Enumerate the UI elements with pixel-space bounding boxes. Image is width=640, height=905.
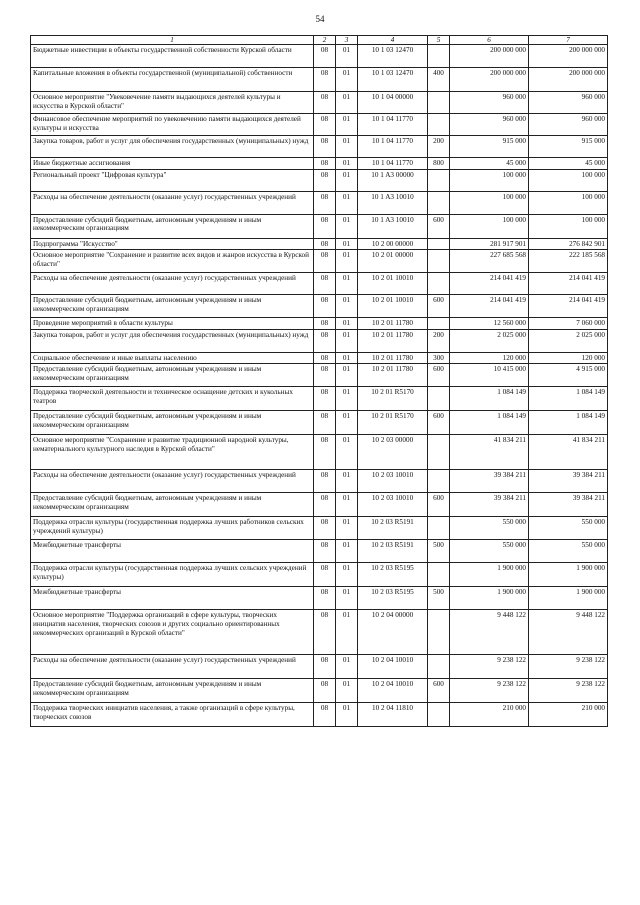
table-row	[31, 387, 608, 411]
column-number: 7	[529, 36, 608, 45]
expense-type-code	[428, 387, 450, 411]
amount-year-1: 100 000	[450, 191, 529, 214]
amount-year-1: 214 041 419	[450, 273, 529, 295]
amount-year-2: 915 000	[529, 136, 608, 158]
item-name: Основное мероприятие "Сохранение и развитие традиционной народной культуры, нематериального культурного наследия в Курской области"	[31, 435, 314, 470]
amount-year-2: 200 000 000	[529, 45, 608, 68]
column-number: 1	[31, 36, 314, 45]
subsection-code: 01	[336, 493, 358, 517]
expense-type-code: 600	[428, 295, 450, 318]
amount-year-2: 222 185 568	[529, 250, 608, 273]
item-name: Основное мероприятие "Сохранение и развитие всех видов и жанров искусства в Курской области"	[31, 250, 314, 273]
amount-year-2: 214 041 419	[529, 295, 608, 318]
expense-type-code	[428, 114, 450, 136]
amount-year-2: 200 000 000	[529, 68, 608, 92]
amount-year-2: 550 000	[529, 540, 608, 563]
target-article-code: 10 1 03 12470	[358, 45, 428, 68]
item-name: Предоставление субсидий бюджетным, автономным учреждениям и иным некоммерческим организациям	[31, 364, 314, 387]
subsection-code: 01	[336, 92, 358, 114]
section-code: 08	[314, 470, 336, 493]
subsection-code: 01	[336, 610, 358, 655]
section-code: 08	[314, 214, 336, 238]
section-code: 08	[314, 610, 336, 655]
item-name: Расходы на обеспечение деятельности (оказание услуг) государственных учреждений	[31, 191, 314, 214]
table-row	[31, 655, 608, 679]
expense-type-code: 500	[428, 540, 450, 563]
expense-type-code: 400	[428, 68, 450, 92]
amount-year-1: 915 000	[450, 136, 529, 158]
subsection-code: 01	[336, 214, 358, 238]
amount-year-1: 9 238 122	[450, 655, 529, 679]
subsection-code: 01	[336, 655, 358, 679]
section-code: 08	[314, 114, 336, 136]
expense-type-code	[428, 563, 450, 587]
table-row	[31, 352, 608, 364]
table-row	[31, 470, 608, 493]
item-name: Предоставление субсидий бюджетным, автономным учреждениям и иным некоммерческим организациям	[31, 214, 314, 238]
item-name: Межбюджетные трансферты	[31, 540, 314, 563]
section-code: 08	[314, 387, 336, 411]
table-row	[31, 587, 608, 610]
target-article-code: 10 2 03 10010	[358, 493, 428, 517]
amount-year-2: 120 000	[529, 352, 608, 364]
expense-type-code: 600	[428, 493, 450, 517]
section-code: 08	[314, 158, 336, 170]
amount-year-2: 7 060 000	[529, 318, 608, 330]
section-code: 08	[314, 136, 336, 158]
section-code: 08	[314, 411, 336, 435]
amount-year-1: 200 000 000	[450, 68, 529, 92]
subsection-code: 01	[336, 191, 358, 214]
table-row	[31, 329, 608, 352]
item-name: Поддержка отрасли культуры (государственная поддержка лучших работников сельских учреждений культуры)	[31, 517, 314, 540]
subsection-code: 01	[336, 470, 358, 493]
table-row	[31, 92, 608, 114]
expense-type-code	[428, 191, 450, 214]
subsection-code: 01	[336, 679, 358, 703]
item-name: Подпрограмма "Искусство"	[31, 238, 314, 250]
item-name: Социальное обеспечение и иные выплаты населению	[31, 352, 314, 364]
target-article-code: 10 2 04 10010	[358, 655, 428, 679]
target-article-code: 10 2 01 R5170	[358, 387, 428, 411]
amount-year-2: 210 000	[529, 703, 608, 727]
target-article-code: 10 2 01 10010	[358, 295, 428, 318]
item-name: Поддержка творческих инициатив населения, а также организаций в сфере культуры, творческих союзов	[31, 703, 314, 727]
subsection-code: 01	[336, 169, 358, 191]
subsection-code: 01	[336, 295, 358, 318]
amount-year-1: 12 560 000	[450, 318, 529, 330]
table-row	[31, 158, 608, 170]
amount-year-2: 9 238 122	[529, 655, 608, 679]
subsection-code: 01	[336, 411, 358, 435]
item-name: Расходы на обеспечение деятельности (оказание услуг) государственных учреждений	[31, 655, 314, 679]
target-article-code: 10 2 01 11780	[358, 318, 428, 330]
expense-type-code	[428, 703, 450, 727]
amount-year-2: 39 384 211	[529, 470, 608, 493]
section-code: 08	[314, 45, 336, 68]
subsection-code: 01	[336, 352, 358, 364]
column-number-row	[31, 36, 608, 45]
item-name: Расходы на обеспечение деятельности (оказание услуг) государственных учреждений	[31, 273, 314, 295]
amount-year-1: 550 000	[450, 517, 529, 540]
target-article-code: 10 2 03 00000	[358, 435, 428, 470]
subsection-code: 01	[336, 364, 358, 387]
item-name: Предоставление субсидий бюджетным, автономным учреждениям и иным некоммерческим организациям	[31, 679, 314, 703]
amount-year-1: 39 384 211	[450, 470, 529, 493]
target-article-code: 10 2 01 00000	[358, 250, 428, 273]
target-article-code: 10 2 04 10010	[358, 679, 428, 703]
target-article-code: 10 1 A3 00000	[358, 169, 428, 191]
subsection-code: 01	[336, 238, 358, 250]
amount-year-2: 100 000	[529, 191, 608, 214]
amount-year-1: 1 084 149	[450, 387, 529, 411]
section-code: 08	[314, 587, 336, 610]
target-article-code: 10 1 A3 10010	[358, 191, 428, 214]
amount-year-2: 41 834 211	[529, 435, 608, 470]
expense-type-code: 200	[428, 136, 450, 158]
table-row	[31, 68, 608, 92]
table-row	[31, 169, 608, 191]
section-code: 08	[314, 493, 336, 517]
target-article-code: 10 2 04 11810	[358, 703, 428, 727]
expense-type-code	[428, 318, 450, 330]
amount-year-1: 1 900 000	[450, 563, 529, 587]
amount-year-1: 120 000	[450, 352, 529, 364]
expense-type-code: 600	[428, 679, 450, 703]
amount-year-2: 1 900 000	[529, 563, 608, 587]
target-article-code: 10 1 03 12470	[358, 68, 428, 92]
table-row	[31, 214, 608, 238]
item-name: Межбюджетные трансферты	[31, 587, 314, 610]
section-code: 08	[314, 703, 336, 727]
section-code: 08	[314, 655, 336, 679]
table-row	[31, 435, 608, 470]
amount-year-2: 39 384 211	[529, 493, 608, 517]
subsection-code: 01	[336, 273, 358, 295]
expense-type-code: 600	[428, 214, 450, 238]
expense-type-code	[428, 435, 450, 470]
amount-year-2: 9 238 122	[529, 679, 608, 703]
item-name: Финансовое обеспечение мероприятий по увековечению памяти выдающихся деятелей культуры и искусства	[31, 114, 314, 136]
item-name: Основное мероприятие "Увековечение памяти выдающихся деятелей культуры и искусства в Курской области"	[31, 92, 314, 114]
expense-type-code: 800	[428, 158, 450, 170]
table-row	[31, 540, 608, 563]
amount-year-1: 45 000	[450, 158, 529, 170]
target-article-code: 10 2 03 R5191	[358, 517, 428, 540]
expense-type-code	[428, 250, 450, 273]
table-row	[31, 493, 608, 517]
subsection-code: 01	[336, 318, 358, 330]
item-name: Основное мероприятие "Поддержка организаций в сфере культуры, творческих инициатив населения, творческих союзов и других социально ориентированных некоммерческих организаций в Курской области"	[31, 610, 314, 655]
subsection-code: 01	[336, 435, 358, 470]
amount-year-1: 960 000	[450, 92, 529, 114]
column-number: 6	[450, 36, 529, 45]
expense-type-code	[428, 238, 450, 250]
section-code: 08	[314, 318, 336, 330]
table-row	[31, 136, 608, 158]
section-code: 08	[314, 250, 336, 273]
section-code: 08	[314, 352, 336, 364]
subsection-code: 01	[336, 158, 358, 170]
column-number: 4	[358, 36, 428, 45]
item-name: Предоставление субсидий бюджетным, автономным учреждениям и иным некоммерческим организациям	[31, 493, 314, 517]
amount-year-1: 960 000	[450, 114, 529, 136]
table-row	[31, 238, 608, 250]
table-row	[31, 703, 608, 727]
amount-year-1: 9 448 122	[450, 610, 529, 655]
target-article-code: 10 2 01 10010	[358, 273, 428, 295]
item-name: Предоставление субсидий бюджетным, автономным учреждениям и иным некоммерческим организациям	[31, 411, 314, 435]
item-name: Закупка товаров, работ и услуг для обеспечения государственных (муниципальных) нужд	[31, 329, 314, 352]
table-row	[31, 114, 608, 136]
column-number: 5	[428, 36, 450, 45]
expense-type-code	[428, 655, 450, 679]
amount-year-2: 4 915 000	[529, 364, 608, 387]
expense-type-code: 600	[428, 411, 450, 435]
amount-year-2: 1 084 149	[529, 387, 608, 411]
table-row	[31, 250, 608, 273]
section-code: 08	[314, 68, 336, 92]
section-code: 08	[314, 679, 336, 703]
expense-type-code: 200	[428, 329, 450, 352]
subsection-code: 01	[336, 45, 358, 68]
table-row	[31, 318, 608, 330]
amount-year-1: 550 000	[450, 540, 529, 563]
amount-year-1: 2 025 000	[450, 329, 529, 352]
subsection-code: 01	[336, 68, 358, 92]
target-article-code: 10 1 04 11770	[358, 158, 428, 170]
table-row	[31, 191, 608, 214]
target-article-code: 10 1 04 00000	[358, 92, 428, 114]
target-article-code: 10 2 04 00000	[358, 610, 428, 655]
table-row	[31, 517, 608, 540]
page-number: 54	[315, 14, 325, 24]
target-article-code: 10 2 03 R5191	[358, 540, 428, 563]
table-row	[31, 679, 608, 703]
subsection-code: 01	[336, 114, 358, 136]
amount-year-2: 214 041 419	[529, 273, 608, 295]
amount-year-2: 550 000	[529, 517, 608, 540]
amount-year-1: 214 041 419	[450, 295, 529, 318]
section-code: 08	[314, 364, 336, 387]
target-article-code: 10 2 03 R5195	[358, 587, 428, 610]
expense-type-code	[428, 45, 450, 68]
amount-year-1: 1 900 000	[450, 587, 529, 610]
item-name: Расходы на обеспечение деятельности (оказание услуг) государственных учреждений	[31, 470, 314, 493]
column-number: 3	[336, 36, 358, 45]
table-row	[31, 45, 608, 68]
target-article-code: 10 2 03 10010	[358, 470, 428, 493]
target-article-code: 10 2 01 11780	[358, 352, 428, 364]
section-code: 08	[314, 517, 336, 540]
amount-year-1: 227 685 568	[450, 250, 529, 273]
section-code: 08	[314, 273, 336, 295]
subsection-code: 01	[336, 387, 358, 411]
section-code: 08	[314, 238, 336, 250]
expense-type-code	[428, 92, 450, 114]
item-name: Поддержка творческой деятельности и техническое оснащение детских и кукольных театров	[31, 387, 314, 411]
amount-year-1: 281 917 901	[450, 238, 529, 250]
amount-year-1: 100 000	[450, 169, 529, 191]
amount-year-1: 210 000	[450, 703, 529, 727]
expense-type-code	[428, 169, 450, 191]
item-name: Закупка товаров, работ и услуг для обеспечения государственных (муниципальных) нужд	[31, 136, 314, 158]
section-code: 08	[314, 563, 336, 587]
expense-type-code	[428, 610, 450, 655]
amount-year-1: 1 084 149	[450, 411, 529, 435]
amount-year-1: 100 000	[450, 214, 529, 238]
amount-year-2: 2 025 000	[529, 329, 608, 352]
amount-year-1: 41 834 211	[450, 435, 529, 470]
expense-type-code: 500	[428, 587, 450, 610]
amount-year-2: 100 000	[529, 214, 608, 238]
amount-year-1: 200 000 000	[450, 45, 529, 68]
table-row	[31, 563, 608, 587]
section-code: 08	[314, 295, 336, 318]
target-article-code: 10 1 04 11770	[358, 114, 428, 136]
expense-type-code	[428, 273, 450, 295]
section-code: 08	[314, 169, 336, 191]
target-article-code: 10 1 04 11770	[358, 136, 428, 158]
expense-type-code: 300	[428, 352, 450, 364]
target-article-code: 10 2 01 R5170	[358, 411, 428, 435]
amount-year-1: 39 384 211	[450, 493, 529, 517]
section-code: 08	[314, 92, 336, 114]
section-code: 08	[314, 435, 336, 470]
section-code: 08	[314, 329, 336, 352]
target-article-code: 10 2 01 11780	[358, 364, 428, 387]
target-article-code: 10 2 03 R5195	[358, 563, 428, 587]
expense-type-code	[428, 470, 450, 493]
target-article-code: 10 1 A3 10010	[358, 214, 428, 238]
amount-year-2: 45 000	[529, 158, 608, 170]
amount-year-2: 1 084 149	[529, 411, 608, 435]
subsection-code: 01	[336, 136, 358, 158]
amount-year-2: 9 448 122	[529, 610, 608, 655]
item-name: Поддержка отрасли культуры (государственная поддержка лучших сельских учреждений культуры)	[31, 563, 314, 587]
subsection-code: 01	[336, 703, 358, 727]
column-number: 2	[314, 36, 336, 45]
subsection-code: 01	[336, 250, 358, 273]
subsection-code: 01	[336, 517, 358, 540]
item-name: Иные бюджетные ассигнования	[31, 158, 314, 170]
item-name: Региональный проект "Цифровая культура"	[31, 169, 314, 191]
amount-year-2: 100 000	[529, 169, 608, 191]
expense-type-code	[428, 517, 450, 540]
item-name: Бюджетные инвестиции в объекты государственной собственности Курской области	[31, 45, 314, 68]
target-article-code: 10 2 01 11780	[358, 329, 428, 352]
table-row	[31, 273, 608, 295]
subsection-code: 01	[336, 329, 358, 352]
target-article-code: 10 2 00 00000	[358, 238, 428, 250]
table-row	[31, 364, 608, 387]
section-code: 08	[314, 540, 336, 563]
section-code: 08	[314, 191, 336, 214]
subsection-code: 01	[336, 563, 358, 587]
amount-year-1: 10 415 000	[450, 364, 529, 387]
amount-year-2: 276 842 901	[529, 238, 608, 250]
amount-year-2: 960 000	[529, 92, 608, 114]
item-name: Проведение мероприятий в области культуры	[31, 318, 314, 330]
item-name: Предоставление субсидий бюджетным, автономным учреждениям и иным некоммерческим организациям	[31, 295, 314, 318]
amount-year-1: 9 238 122	[450, 679, 529, 703]
amount-year-2: 960 000	[529, 114, 608, 136]
table-row	[31, 411, 608, 435]
amount-year-2: 1 900 000	[529, 587, 608, 610]
item-name: Капитальные вложения в объекты государственной (муниципальной) собственности	[31, 68, 314, 92]
budget-table	[30, 35, 608, 727]
subsection-code: 01	[336, 587, 358, 610]
table-row	[31, 295, 608, 318]
subsection-code: 01	[336, 540, 358, 563]
table-row	[31, 610, 608, 655]
expense-type-code: 600	[428, 364, 450, 387]
